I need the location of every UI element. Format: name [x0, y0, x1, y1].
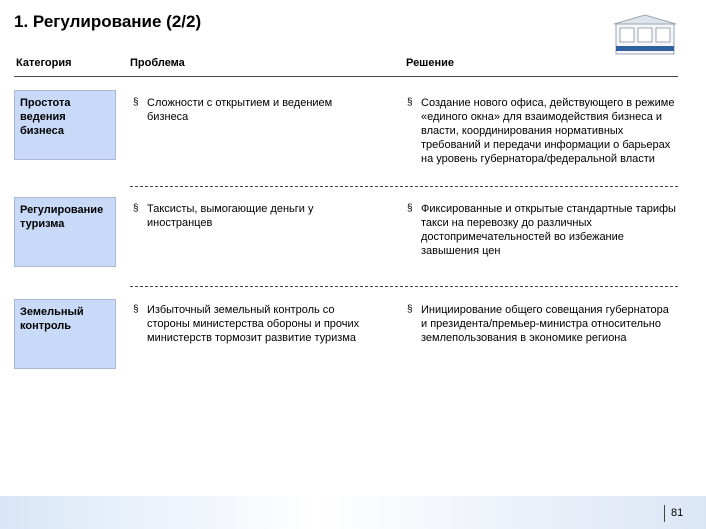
problem-text: Избыточный земельный контроль со стороны министерства обороны и прочих министерств тормозит развитие туризма: [147, 304, 360, 344]
page-title: 1. Регулирование (2/2): [14, 12, 202, 31]
bullet-icon: §: [133, 203, 139, 214]
header-solution: Решение: [406, 57, 454, 69]
category-label: Регулирование туризма: [20, 204, 104, 230]
problem-cell: [133, 303, 373, 345]
category-box: [14, 197, 116, 267]
bullet-icon: §: [133, 304, 139, 315]
building-logo-icon: [612, 14, 678, 58]
row-divider: [130, 286, 678, 287]
solution-text: Инициирование общего совещания губернатора и президента/премьер-министра относительно землепользования в экономике региона: [421, 304, 669, 344]
bullet-icon: §: [133, 97, 139, 108]
footer-band: [0, 496, 706, 529]
solution-text: Создание нового офиса, действующего в режиме «единого окна» для взаимодействия бизнеса и власти, координирования нормативных требований и передачи информации о барьерах на уровень губернатора/федеральной власти: [421, 97, 675, 165]
problem-cell: [133, 96, 373, 124]
category-box: [14, 90, 116, 160]
category-box: [14, 299, 116, 369]
bullet-icon: §: [407, 203, 413, 214]
row-divider: [130, 186, 678, 187]
solution-cell: [407, 202, 678, 258]
category-label: Земельный контроль: [20, 306, 84, 332]
bullet-icon: §: [407, 304, 413, 315]
solution-text: Фиксированные и открытые стандартные тарифы такси на перевозку до различных достопримечательностей во избежание завышения цен: [421, 203, 676, 257]
page-number-divider: [664, 505, 665, 522]
solution-cell: [407, 96, 678, 166]
solution-cell: [407, 303, 678, 345]
header-divider: [14, 76, 678, 77]
bullet-icon: §: [407, 97, 413, 108]
header-problem: Проблема: [130, 57, 185, 69]
problem-text: Таксисты, вымогающие деньги у иностранцев: [147, 203, 314, 229]
problem-cell: [133, 202, 373, 230]
page-number: 81: [671, 507, 684, 519]
header-category: Категория: [16, 57, 72, 69]
problem-text: Сложности с открытием и ведением бизнеса: [147, 97, 333, 123]
category-label: Простота ведения бизнеса: [20, 97, 71, 137]
